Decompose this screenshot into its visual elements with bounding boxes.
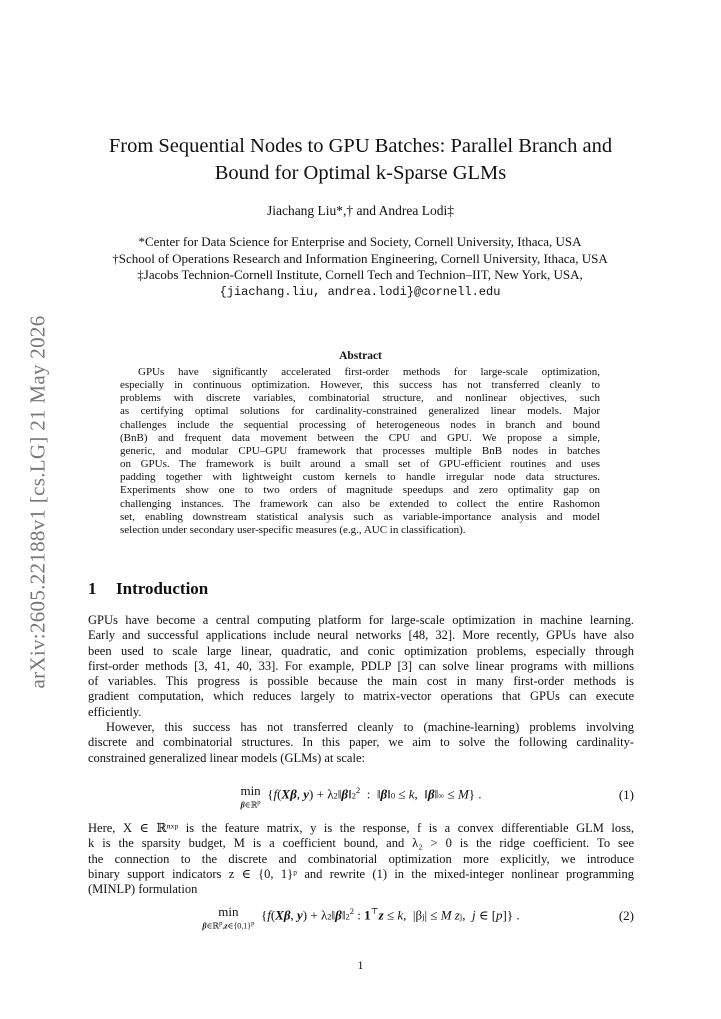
equation-1-number: (1) (618, 787, 634, 802)
arxiv-identifier-text: arXiv:2605.22188v1 [cs.LG] 21 May 2026 (25, 315, 50, 689)
equation-1-body: min β∈ℝ$^p$ {f(Xβ, $y) + \lambda 2‖\beta‖2^2$ : ‖β‖0 ≤ k, ‖β‖∞ ≤ M} . (240, 783, 482, 810)
abstract-line: especially in continuous optimization. However, this success has not transferred cleanly to (120, 379, 600, 392)
text-line: GPUs have become a central computing platform for large-scale optimization in machine learning. (88, 613, 634, 627)
abstract-line: set, enabling downstream statistical analysis such as variable-importance analysis and model (120, 510, 600, 523)
abstract-line: problems with discrete variables, combinatorial structure, and nonlinear objectives, such (120, 392, 600, 405)
equation-2 (88, 906, 634, 936)
abstract-line: challenges include the sequential processing of heterogeneous nodes in branch and bound (120, 418, 600, 431)
text-line: first-order methods [3, 41, 40, 33]. For example, PDLP [3] can solve linear programs with millions (88, 658, 634, 673)
affiliation: *Center for Data Science for Enterprise and Society, Cornell University, Ithaca, USA (138, 234, 582, 249)
title-line: Bound for Optimal k-Sparse GLMs (214, 162, 507, 184)
text-line: been used to scale large linear, quadratic, and conic optimization problems, especially through (88, 643, 634, 658)
arxiv-identifier (18, 292, 58, 712)
section-title: Introduction (116, 579, 209, 598)
text-line: discrete and combinatorial structures. In this paper, we aim to solve the following cardinality- (88, 735, 634, 750)
affiliations (60, 234, 660, 300)
abstract-line: as certifying optimal solutions for cardinality-constrained generalized linear models. Major (120, 405, 600, 418)
abstract-line: on GPUs. The framework is built around a small set of GPU-efficient routines and uses (120, 458, 600, 471)
text-line: However, this success has not transferred cleanly to (machine-learning) problems involving (106, 720, 634, 734)
section-number: 1 (88, 579, 97, 598)
abstract-line: generic, and modular CPU–GPU framework that processes multiple BnB nodes in batches (120, 444, 600, 457)
abstract-line: challenging instances. The framework can also be extended to collect the entire Rashomon (120, 497, 600, 510)
text-line: constrained generalized linear models (GLMs) at scale: (88, 750, 365, 765)
text-line: binary support indicators z ∈ {0, 1}ᵖ and rewrite (1) in the mixed-integer nonlinear programming (88, 866, 634, 881)
equation-1 (88, 785, 634, 815)
abstract-line: Experiments show one to two orders of magnitude speedups and zero optimality gap on (120, 484, 600, 497)
affiliation: †School of Operations Research and Information Engineering, Cornell University, Ithaca, USA (112, 250, 608, 266)
text-line: efficiently. (88, 704, 142, 719)
text-line: of variables. This progress is possible because the main cost in many first-order methods is (88, 674, 634, 688)
page-number: 1 (357, 958, 364, 972)
intro-paragraph-2 (88, 720, 634, 766)
author-list: Jiachang Liu*,† and Andrea Lodi‡ (266, 203, 455, 218)
text-line: k is the sparsity budget, M is a coefficient bound, and λ₂ > 0 is the ridge coefficient. To see (88, 836, 634, 851)
paper-title (88, 133, 633, 187)
text-line: Here, X ∈ ℝⁿˣᵖ is the feature matrix, y is the response, f is a convex differentiable GLM loss, (88, 821, 634, 835)
abstract-line: padding together with lightweight custom kernels to handle irregular node data structures. (120, 471, 600, 484)
abstract-line: selection under secondary user-specific measures (e.g., AUC in classification). (120, 523, 466, 536)
abstract-line: GPUs have significantly accelerated first-order methods for large-scale optimization, (138, 366, 600, 378)
text-line: Early and successful applications include neural networks [48, 32]. More recently, GPUs have also (88, 628, 634, 643)
text-line: gradient computation, which reduces largely to matrix-vector operations that GPUs can execute (88, 689, 634, 704)
affiliation: ‡Jacobs Technion-Cornell Institute, Cornell Tech and Technion–IIT, New York, USA, (137, 267, 583, 282)
email-line: {jiachang.liu, andrea.lodi}@cornell.edu (219, 284, 501, 299)
abstract-body (120, 366, 600, 537)
abstract-heading: Abstract (339, 350, 382, 362)
intro-paragraph-3 (88, 821, 634, 897)
intro-paragraph-1 (88, 613, 634, 720)
text-line: the connection to the discrete and combinatorial optimization more explicitly, we introduce (88, 851, 634, 866)
section-heading (88, 579, 208, 599)
title-line: From Sequential Nodes to GPU Batches: Parallel Branch and (108, 135, 613, 157)
equation-2-body: min $\beta\in ℝ^p,z\in\{0,1\}^p$ {f(Xβ, $y) + \lambda 2‖\beta‖2^2$ : 1⊤z ≤ k, |βj| ≤ M zj, j ∈ [p]} . (202, 904, 520, 931)
text-line: (MINLP) formulation (88, 882, 198, 896)
equation-2-number: (2) (618, 908, 634, 923)
abstract-line: (BnB) and frequent data movement between the CPU and GPU. We propose a simple, (120, 431, 600, 444)
